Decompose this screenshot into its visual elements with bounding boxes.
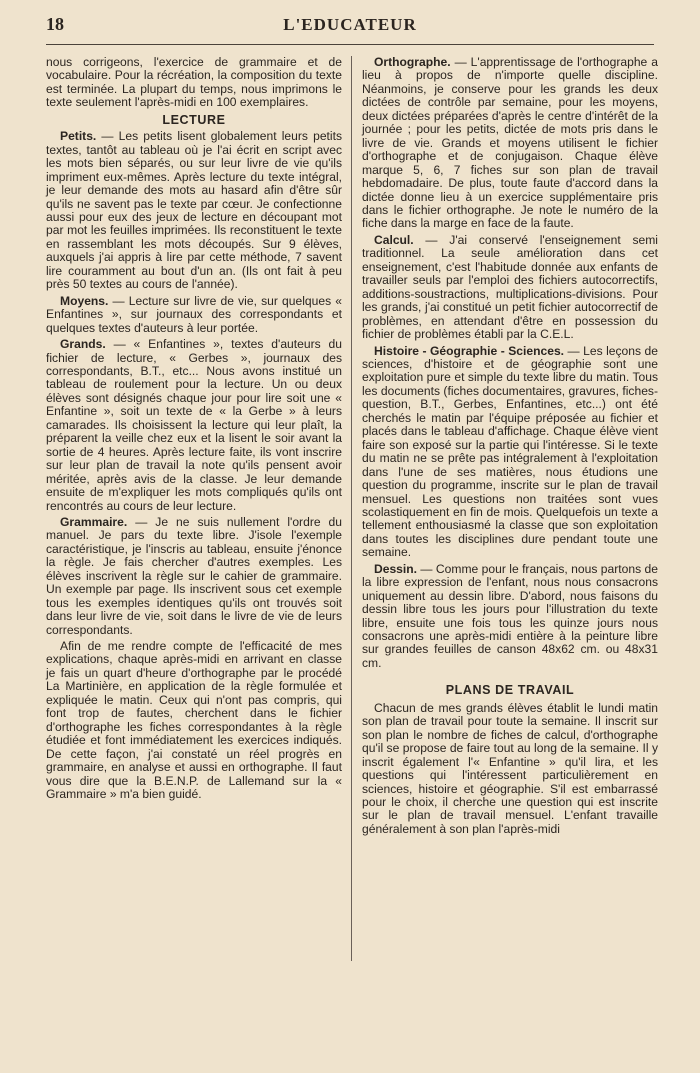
section-heading-lecture: LECTURE (162, 112, 226, 127)
page-number: 18 (46, 14, 64, 34)
paragraph-efficacite: Afin de me rendre compte de l'efficacité de mes explications, chaque après-midi en arrivant en classe je fais un quart d'heure d'orthographe par le procédé La Martinière, en application de la règle formulée et expliquée le matin. Ceux qui n'ont pas compris, qui font trop de fautes, cherchent dans le fichier d'orthographe les fiches correspondantes à la règle étudiée et font immédiatement les exercices indiqués. De cette façon, j'ai constaté un réel progrès en grammaire, en analyse et aussi en orthographe. Il faut vous dire que la B.E.N.P. de Lallemand sur la « Grammaire » m'a bien guidé. (46, 639, 342, 802)
paragraph-calcul (362, 234, 658, 342)
text-grammaire: — Je ne suis nullement l'ordre du manuel. Je pars du texte libre. J'isole l'exemple caractéristique, je l'inscris au tableau, ensuite j'énonce la règle. Je fais chercher d'autres exemples. Les élèves inscrivent la règle sur le cahier de grammaire. Un exemple par page. Ils inscrivent sous cet exemple tous les exemples identiques qu'ils ont trouvés soit dans leur livre de vie, soit dans le livre de vie de leurs correspondants. (46, 514, 342, 637)
paragraph-dessin (362, 563, 658, 671)
paragraph-petits (46, 130, 342, 291)
journal-title: L'EDUCATEUR (283, 15, 417, 34)
text-grands: — « Enfantines », textes d'auteurs du fichier de lecture, « Gerbes », journaux des correspondants, B.T., etc... Nous avons institué un tableau de roulement pour la lecture. Un ou deux élèves sont désignés chaque jour pour lire soit une « Enfantine », soit un texte de « la Gerbe » à leurs camarades. Ils choisissent la lecture qui leur plaît, la préparent la veille chez eux et la lisent le soir avant la sortie de 4 heures. Après lecture faite, ils vont inscrire sur leur plan de travail la note qu'ils pensent avoir méritée, après avis de la classe. Je leur demande ensuite de m'expliquer les mots compliqués qu'ils ont rencontrés au cours de leur lecture. (46, 337, 342, 513)
text-calcul: — J'ai conservé l'enseignement semi traditionnel. La seule amélioration dans cet enseignement, c'est l'habitude donnée aux enfants de travailler seuls par l'emploi des fichiers autocorrectifs, additions-soustractions, multiplications-divisions. Pour les grands, j'ai constitué un petit fichier autocorrectif de problèmes, en attendant d'être en possession du fichier de problèmes établi par la C.E.L. (362, 232, 658, 342)
term-moyens: Moyens. (60, 293, 109, 308)
text-orthographe: — L'apprentissage de l'orthographe a lieu à propos de n'importe quelle discipline. Néanmoins, je conserve pour les grands les deux dictées de contrôle par semaine, pour les moyens, deux dictées préparées d'après le centre d'intérêt de la journée ; pour les petits, dictée de mots pris dans le livre de vie. Grands et moyens utilisent le fichier d'orthographe et de conjugaison. Chaque élève marque 5, 6, 7 fiches sur son plan de travail hebdomadaire. De plus, toute faute d'accord dans la dictée donne lieu à un exercice supplémentaire pris dans le fichier orthographe. Je note le numéro de la fiche dans la marge en face de la faute. (362, 55, 658, 231)
paragraph-grands (46, 338, 342, 513)
paragraph-grammaire (46, 516, 342, 637)
text-dessin: — Comme pour le français, nous partons de la libre expression de l'enfant, nous nous consacrons uniquement au dessin libre. D'abord, nous faisons du dessin libre tous les jours pour l'illustration du texte libre, ensuite une fois tous les quinze jours nous consacrons une après-midi entière à la peinture libre sur grandes feuilles de canson 48x62 cm. ou 48x31 cm. (362, 561, 658, 670)
right-column (362, 56, 658, 839)
term-orthographe: Orthographe. (374, 55, 451, 69)
term-petits: Petits. (60, 129, 97, 144)
left-column (46, 56, 342, 804)
term-histoire: Histoire - Géographie - Sciences. (374, 343, 565, 358)
intro-paragraph: nous corrigeons, l'exercice de grammaire et de vocabulaire. Pour la récréation, la composition du texte est terminée. La plupart du temps, nous imprimons le texte seulement l'après-midi en 100 exemplaires. (46, 55, 342, 110)
section-heading-plans: PLANS DE TRAVAIL (445, 683, 575, 698)
term-grammaire: Grammaire. (60, 514, 128, 529)
text-petits: — Les petits lisent globalement leurs petits textes, tantôt au tableau où je l'ai écrit en script avec les mots bien séparés, ou sur leur livre de vie qu'ils impriment eux-mêmes. Après lecture du texte intégral, je leur demande des mots au hasard afin d'être sûr qu'ils ne savent pas le texte par cœur. Je confectionne aussi pour eux des jeux de lecture en découpant mot par mot les feuilles imprimées. Ils reconstituent le texte en rassemblant les mots découpés. Sur 9 élèves, auxquels j'ai appris à lire par cette méthode, 7 savent lire couramment au bout d'un an. (Ils ont fait à peu près 50 textes au cours de l'année). (46, 129, 342, 292)
page-header (46, 10, 654, 45)
text-histoire: — Les leçons de sciences, d'histoire et de géographie sont une exploitation pure et simple du texte libre du matin. Tous les documents (fiches documentaires, gravures, fiches-question, B.T., Gerbes, Enfantines, etc...) ont été cherchés le matin par l'équipe préposée au fichier et placés dans le tableau d'affichage. Chaque élève vient faire son exposé sur la partie qui l'intéresse. Si le texte du matin ne se prête pas intégralement à l'exploitation dans l'une de ses matières, nous étudions une question du programme, inscrite sur le plan de travail mensuel. Les questions non traitées sont vues scolastiquement en fin de mois. Quelquefois un texte a tellement enthousiasmé la classe que son exploitation dans toutes les disciplines dure pendant toute une semaine. (362, 343, 658, 560)
paragraph-histoire (362, 345, 658, 560)
term-dessin: Dessin. (374, 561, 418, 576)
paragraph-orthographe (362, 56, 658, 231)
paragraph-moyens (46, 295, 342, 335)
text-moyens: — Lecture sur livre de vie, sur quelques « Enfantines », sur journaux des correspondants et quelques textes d'auteurs à leur portée. (46, 293, 342, 335)
term-calcul: Calcul. (374, 232, 414, 247)
paragraph-plans: Chacun de mes grands élèves établit le lundi matin son plan de travail pour toute la semaine. Il inscrit sur son plan le nombre de fiches de calcul, d'orthographe qu'il se propose de faire tout au long de la semaine. Il y inscrit également l'« Enfantine » qu'il lira, et les questions qui l'intéressent particulièrement en sciences, histoire et géographie. S'il est embarrassé pour le choix, il cherche une question qui est inscrite sur le plan de travail mensuel. L'enfant travaille généralement à son plan l'après-midi (362, 700, 658, 836)
term-grands: Grands. (60, 337, 106, 352)
column-divider (351, 56, 352, 961)
